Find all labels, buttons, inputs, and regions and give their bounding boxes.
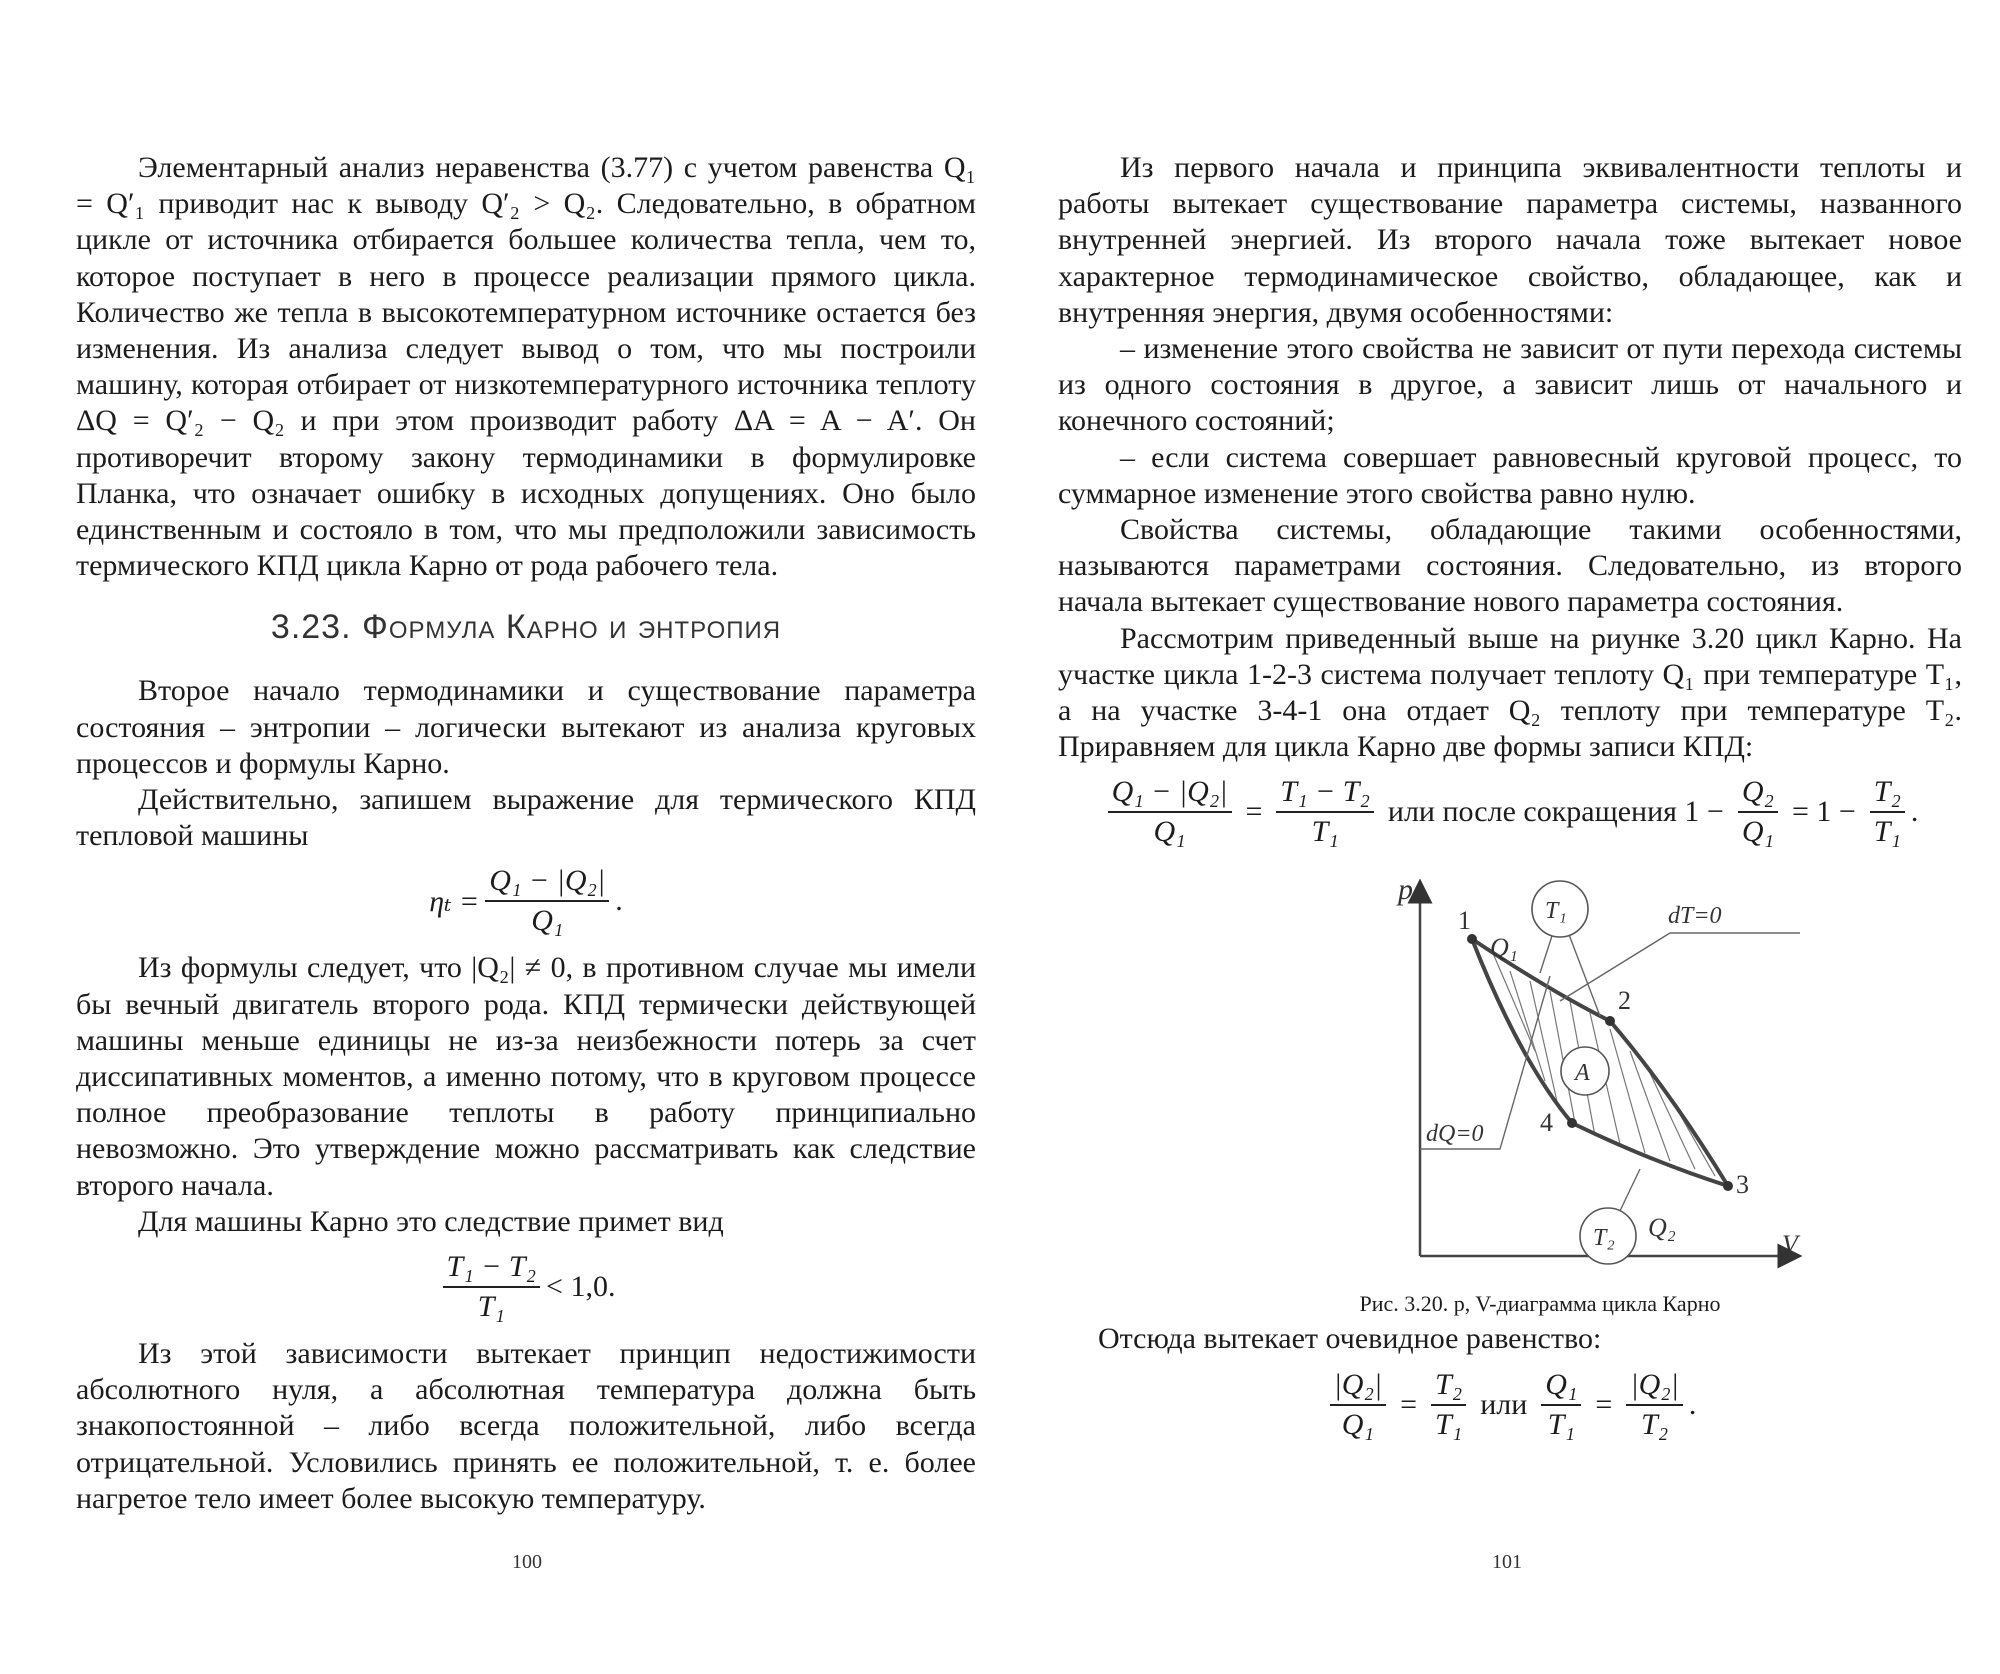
fraction: [1431, 1366, 1466, 1444]
operator: =: [1245, 795, 1263, 829]
formula-text: или: [1480, 1387, 1528, 1421]
fraction: [1738, 773, 1778, 851]
denominator: T₂: [1641, 1407, 1669, 1441]
formula-tail: .: [1688, 1387, 1697, 1421]
state-point-1: [1467, 934, 1477, 944]
fraction: [443, 1248, 540, 1326]
denominator: T₁: [1435, 1407, 1463, 1441]
numerator: |Q₂|: [1330, 1366, 1387, 1406]
point-label-2: 2: [1618, 986, 1631, 1016]
fraction: [1870, 773, 1905, 851]
q1-label: Q₁: [1490, 933, 1518, 963]
numerator: T₂: [1870, 773, 1905, 813]
paragraph: Из формулы следует, что |Q₂| ≠ 0, в противном случае мы имели бы вечный двигатель второго рода. КПД термически действующей машины меньше единицы не из-за неизбежности потерь за счет диссипативных моментов, а именно потому, что в круговом процессе полное преобразование теплоты в работу принципиально невозможно. Это утверждение можно рассматривать как следствие второго начала.: [76, 951, 976, 1202]
denominator: T₁: [477, 1290, 505, 1324]
paragraph: Из первого начала и принципа эквивалентности теплоты и работы вытекает существование параметра системы, названного внутренней энергией. Из второго начала тоже вытекает новое характерное термодинамическое свойство, обладающее, как и внутренняя энергия, двумя особенностями:: [1058, 151, 1962, 329]
state-point-3: [1723, 1181, 1733, 1191]
denominator: Q₁: [1341, 1407, 1374, 1441]
point-label-3: 3: [1736, 1170, 1749, 1200]
numerator: T₁ − T₂: [443, 1248, 540, 1288]
figure-caption: Рис. 3.20. p, V-диаграмма цикла Карно: [1359, 1291, 1721, 1317]
fraction: [1330, 1366, 1387, 1444]
formula-efficiency-equality: [1058, 773, 1962, 851]
paragraph: Свойства системы, обладающие такими особенностями, называются параметрами состояния. Следовательно, из второго начала вытекает существование нового параметра состояния.: [1058, 513, 1962, 619]
fraction: [485, 862, 609, 940]
right-column: [1058, 150, 1962, 1454]
axis-label-v: V: [1782, 1230, 1798, 1260]
operator: = 1 −: [1791, 795, 1856, 829]
formula-tail: .: [1910, 795, 1919, 829]
numerator: Q₂: [1738, 773, 1778, 813]
formula-tail: .: [615, 884, 623, 918]
isotherm-label: dT=0: [1668, 903, 1722, 930]
page-number: 101: [1492, 1551, 1522, 1573]
denominator: Q₁: [531, 904, 564, 938]
q2-label: Q₂: [1648, 1213, 1676, 1243]
list-item: – изменение этого свойства не зависит от пути перехода системы из одного состояния в другое, а зависит лишь от начального и конечного состояний;: [1058, 332, 1962, 438]
denominator: Q₁: [1741, 815, 1774, 849]
formula-tail: < 1,0.: [546, 1270, 616, 1304]
paragraph: Рассмотрим приведенный выше на риунке 3.20 цикл Карно. На участке цикла 1-2-3 система получает теплоту Q₁ при температуре T₁, а на участке 3-4-1 она отдает Q₂ теплоту при температуре T₂. Приравняем для цикла Карно две формы записи КПД:: [1058, 621, 1962, 764]
paragraph: Из этой зависимости вытекает принцип недостижимости абсолютного нуля, а абсолютная температура должна быть знакопостоянной – либо всегда положительной, либо всегда отрицательной. Условились принять ее положительной, т. е. более нагретое тело имеет более высокую температуру.: [76, 1337, 976, 1515]
t1-label: T₁: [1545, 898, 1567, 925]
numerator: Q₁ − |Q₂|: [485, 862, 609, 902]
diagram-svg: [1200, 861, 1820, 1281]
isotherm-guide-line: [1560, 933, 1800, 1001]
fraction: [1626, 1366, 1683, 1444]
numerator: Q₁ − |Q₂|: [1108, 773, 1232, 813]
point-label-1: 1: [1458, 906, 1471, 936]
adiabat-label: dQ=0: [1426, 1121, 1484, 1148]
formula-efficiency: [76, 862, 976, 940]
fraction: [1108, 773, 1232, 851]
right-page: [1000, 0, 2000, 1674]
paragraph: Для машины Карно это следствие примет вид: [138, 1204, 724, 1238]
state-point-4: [1567, 1118, 1577, 1128]
denominator: Q₁: [1153, 815, 1186, 849]
page-number: 100: [512, 1551, 542, 1573]
work-label: A: [1575, 1060, 1590, 1087]
numerator: T₁ − T₂: [1276, 773, 1373, 813]
denominator: T₁: [1547, 1407, 1575, 1441]
formula-carnot: [76, 1248, 976, 1326]
denominator: T₁: [1873, 815, 1901, 849]
axis-label-p: p: [1398, 873, 1413, 907]
denominator: T₁: [1311, 815, 1339, 849]
paragraph: Второе начало термодинамики и существование параметра состояния – энтропии – логически вытекают из анализа круговых процессов и формулы Карно.: [76, 674, 976, 780]
t2-label: T₂: [1593, 1225, 1615, 1252]
numerator: Q₁: [1541, 1366, 1581, 1406]
list-item: – если система совершает равновесный круговой процесс, то суммарное изменение этого свойства равно нулю.: [1058, 440, 1962, 510]
numerator: |Q₂|: [1626, 1366, 1683, 1406]
formula-ratio-equality: [1058, 1366, 1962, 1444]
point-label-4: 4: [1540, 1108, 1553, 1138]
left-column: [76, 150, 976, 1517]
numerator: T₂: [1431, 1366, 1466, 1406]
fraction: [1276, 773, 1373, 851]
fraction: [1541, 1366, 1581, 1444]
state-point-2: [1605, 1016, 1615, 1026]
formula-lhs: ηₜ =: [429, 884, 480, 918]
operator: =: [1595, 1387, 1613, 1421]
formula-text: или после сокращения 1 −: [1387, 795, 1724, 829]
carnot-pv-diagram: [1200, 861, 1820, 1281]
operator: =: [1400, 1387, 1418, 1421]
section-heading: 3.23. Формула Карно и энтропия: [270, 608, 782, 647]
paragraph: Отсюда вытекает очевидное равенство:: [1098, 1322, 1602, 1356]
paragraph: Действительно, запишем выражение для термического КПД тепловой машины: [76, 783, 976, 853]
paragraph: Элементарный анализ неравенства (3.77) с учетом равенства Q₁ = Q′₁ приводит нас к выводу Q′₂ > Q₂. Следовательно, в обратном цикле от источника отбирается большее количества тепла, чем то, которое поступает в него в процессе реализации прямого цикла. Количество же тепла в высокотемпературном источнике остается без изменения. Из анализа следует вывод о том, что мы построили машину, которая отбирает от низкотемпературного источника теплоту ΔQ = Q′₂ − Q₂ и при этом производит работу ΔA = A − A′. Он противоречит второму закону термодинамики в формулировке Планка, что означает ошибку в исходных допущениях. Оно было единственным и состояло в том, что мы предположили зависимость термического КПД цикла Карно от рода рабочего тела.: [76, 151, 976, 583]
